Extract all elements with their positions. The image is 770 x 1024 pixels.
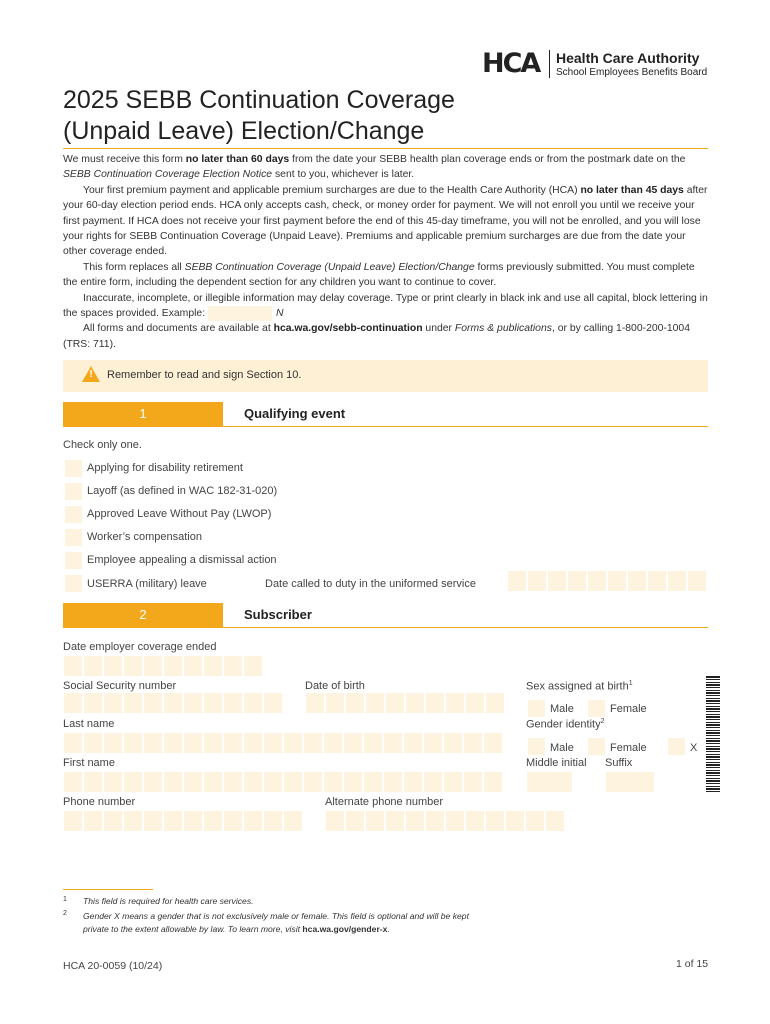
character-box[interactable] bbox=[484, 772, 502, 792]
character-box[interactable] bbox=[64, 733, 82, 753]
character-box[interactable] bbox=[64, 693, 82, 713]
character-box[interactable] bbox=[406, 811, 424, 831]
character-box[interactable] bbox=[184, 733, 202, 753]
character-box[interactable] bbox=[668, 571, 686, 591]
character-box[interactable] bbox=[568, 571, 586, 591]
org-subtitle: School Employees Benefits Board bbox=[556, 67, 708, 78]
footnote-ref-1: 1 bbox=[628, 680, 633, 687]
checkbox-workers-comp[interactable] bbox=[65, 529, 82, 546]
footnote-ref-2: 2 bbox=[600, 718, 605, 725]
footnote-rule bbox=[63, 889, 153, 890]
section-2-number: 2 bbox=[63, 603, 223, 627]
character-box[interactable] bbox=[144, 733, 162, 753]
hca-logo-mark: HCA bbox=[482, 48, 540, 79]
form-name: SEBB Continuation Coverage (Unpaid Leave) Election/Change bbox=[184, 261, 475, 273]
character-box[interactable] bbox=[588, 571, 606, 591]
character-box[interactable] bbox=[424, 772, 442, 792]
text: under bbox=[422, 323, 455, 335]
character-box[interactable] bbox=[104, 656, 122, 676]
intro-paragraph-1 bbox=[63, 152, 709, 183]
deadline-45: no later than 45 days bbox=[580, 184, 684, 196]
checkbox-layoff[interactable] bbox=[65, 483, 82, 500]
title-rule bbox=[63, 148, 708, 149]
character-box[interactable] bbox=[264, 693, 282, 713]
date-ended-field[interactable] bbox=[64, 656, 262, 676]
character-box[interactable] bbox=[124, 772, 142, 792]
character-box[interactable] bbox=[124, 656, 142, 676]
checkbox-lwop[interactable] bbox=[65, 506, 82, 523]
character-box[interactable] bbox=[346, 811, 364, 831]
character-box[interactable] bbox=[404, 733, 422, 753]
character-box[interactable] bbox=[84, 772, 102, 792]
character-box[interactable] bbox=[264, 733, 282, 753]
middle-initial-label: Middle initial bbox=[526, 757, 587, 769]
character-box[interactable] bbox=[484, 733, 502, 753]
text: after your 60-day election period ends. HCA only accepts cash, check, or money order for payment. We will not enroll you until we receive your first payment. If HCA does not receive your first payment before the end of this 45-day timeframe, you will not be enrolled, and you will lose your rights for SEBB Continuation Coverage (Unpaid Leave). Premiums and applicable premium surcharges are due from the date your other coverage ended. bbox=[63, 184, 708, 258]
character-box[interactable] bbox=[386, 693, 404, 713]
character-box[interactable] bbox=[444, 733, 462, 753]
checkbox-dismissal-appeal[interactable] bbox=[65, 552, 82, 569]
sex-female-checkbox[interactable] bbox=[588, 700, 605, 717]
page-title bbox=[63, 85, 623, 147]
gender-male-checkbox[interactable] bbox=[528, 738, 545, 755]
character-box[interactable] bbox=[688, 571, 706, 591]
character-box[interactable] bbox=[648, 571, 666, 591]
first-name-label: First name bbox=[63, 757, 115, 769]
character-box[interactable] bbox=[64, 772, 82, 792]
text: sent to you, whichever is later. bbox=[272, 169, 415, 181]
character-box[interactable] bbox=[64, 811, 82, 831]
footnote-1-text: This field is required for health care services. bbox=[83, 896, 254, 906]
character-box[interactable] bbox=[384, 772, 402, 792]
character-box[interactable] bbox=[344, 772, 362, 792]
character-box[interactable] bbox=[144, 693, 162, 713]
character-box[interactable] bbox=[426, 693, 444, 713]
reminder-text: Remember to read and sign Section 10. bbox=[107, 369, 302, 381]
form-id: HCA 20-0059 (10/24) bbox=[63, 960, 163, 972]
character-box[interactable] bbox=[144, 811, 162, 831]
text: , or by calling 1-800-200-1004 (TRS: 711). bbox=[63, 323, 690, 350]
gender-x-link[interactable]: hca.wa.gov/gender-x bbox=[302, 923, 388, 934]
character-box[interactable] bbox=[144, 656, 162, 676]
character-box[interactable] bbox=[466, 693, 484, 713]
character-box[interactable] bbox=[244, 733, 262, 753]
character-box[interactable] bbox=[184, 811, 202, 831]
character-box[interactable] bbox=[264, 811, 282, 831]
character-box[interactable] bbox=[344, 733, 362, 753]
footnote-2-number: 2 bbox=[63, 910, 67, 917]
continuation-link[interactable]: hca.wa.gov/sebb-continuation bbox=[273, 323, 423, 335]
character-box[interactable] bbox=[144, 772, 162, 792]
option-label: Layoff (as defined in WAC 182-31-020) bbox=[87, 485, 278, 497]
character-box[interactable] bbox=[104, 733, 122, 753]
suffix-label: Suffix bbox=[605, 757, 633, 769]
character-box[interactable] bbox=[628, 571, 646, 591]
sex-female-label: Female bbox=[610, 703, 647, 715]
section-2-rule bbox=[63, 627, 708, 628]
example-letter bbox=[224, 306, 240, 321]
character-box[interactable] bbox=[366, 693, 384, 713]
character-box[interactable] bbox=[124, 733, 142, 753]
checkbox-userra[interactable] bbox=[65, 575, 82, 592]
example-letter bbox=[208, 306, 224, 321]
character-box[interactable] bbox=[104, 693, 122, 713]
character-box[interactable] bbox=[164, 772, 182, 792]
character-box[interactable] bbox=[326, 693, 344, 713]
character-box[interactable] bbox=[244, 693, 262, 713]
character-box[interactable] bbox=[404, 772, 422, 792]
character-box[interactable] bbox=[104, 811, 122, 831]
last-name-field[interactable] bbox=[64, 733, 502, 753]
footnote-2-text bbox=[83, 910, 493, 935]
character-box[interactable] bbox=[284, 733, 302, 753]
character-box[interactable] bbox=[526, 811, 544, 831]
character-box[interactable] bbox=[446, 693, 464, 713]
title-line-1: 2025 SEBB Continuation Coverage bbox=[63, 86, 455, 114]
option-label: Worker’s compensation bbox=[87, 531, 202, 543]
sex-male-checkbox[interactable] bbox=[528, 700, 545, 717]
text: . bbox=[387, 923, 390, 934]
character-box[interactable] bbox=[244, 772, 262, 792]
character-box[interactable] bbox=[244, 656, 262, 676]
text: Inaccurate, incomplete, or illegible information may delay coverage. Type or print clearly in black ink and use all capital, block lettering in the spaces provided. Example: bbox=[63, 292, 708, 320]
gender-x-label: X bbox=[690, 742, 698, 754]
character-box[interactable] bbox=[346, 693, 364, 713]
character-box[interactable] bbox=[224, 811, 242, 831]
character-box[interactable] bbox=[486, 811, 504, 831]
character-box[interactable] bbox=[164, 656, 182, 676]
character-box[interactable] bbox=[224, 733, 242, 753]
character-box[interactable] bbox=[204, 772, 222, 792]
sex-label-text: Sex assigned at birth bbox=[526, 680, 629, 693]
text: Your first premium payment and applicable premium surcharges are due to the Health Care Authority (HCA) bbox=[83, 184, 581, 196]
character-box[interactable] bbox=[466, 811, 484, 831]
checkbox-disability-retirement[interactable] bbox=[65, 460, 82, 477]
gender-female-label: Female bbox=[610, 742, 647, 754]
character-box[interactable] bbox=[184, 693, 202, 713]
example-lettering bbox=[208, 308, 286, 320]
character-box[interactable] bbox=[204, 733, 222, 753]
character-box[interactable] bbox=[304, 733, 322, 753]
middle-initial-field[interactable] bbox=[527, 772, 572, 792]
character-box[interactable] bbox=[326, 811, 344, 831]
phone-field[interactable] bbox=[64, 811, 302, 831]
character-box[interactable] bbox=[104, 772, 122, 792]
gender-male-label: Male bbox=[550, 742, 574, 754]
character-box[interactable] bbox=[444, 772, 462, 792]
forms-publications: Forms & publications bbox=[454, 323, 552, 335]
warning-icon-glyph: ! bbox=[89, 369, 93, 380]
character-box[interactable] bbox=[366, 811, 384, 831]
gender-female-checkbox[interactable] bbox=[588, 738, 605, 755]
ssn-field[interactable] bbox=[64, 693, 282, 713]
character-box[interactable] bbox=[386, 811, 404, 831]
duty-date-field[interactable] bbox=[508, 571, 706, 591]
intro-paragraph-5 bbox=[63, 321, 709, 352]
character-box[interactable] bbox=[406, 693, 424, 713]
character-box[interactable] bbox=[306, 693, 324, 713]
notice-name: SEBB Continuation Coverage Election Notice bbox=[63, 169, 273, 181]
footnote-1-number: 1 bbox=[63, 896, 67, 903]
alt-phone-label: Alternate phone number bbox=[325, 796, 444, 808]
first-name-field[interactable] bbox=[64, 772, 502, 792]
logo-divider bbox=[549, 50, 550, 78]
gender-x-checkbox[interactable] bbox=[668, 738, 685, 755]
barcode bbox=[706, 676, 720, 792]
text: from the date your SEBB health plan coverage ends or from the postmark date on the bbox=[289, 154, 686, 165]
character-box[interactable] bbox=[84, 733, 102, 753]
character-box[interactable] bbox=[224, 656, 242, 676]
character-box[interactable] bbox=[324, 772, 342, 792]
suffix-field[interactable] bbox=[606, 772, 654, 792]
character-box[interactable] bbox=[64, 656, 82, 676]
section-1-title: Qualifying event bbox=[244, 406, 346, 421]
alt-phone-field[interactable] bbox=[326, 811, 564, 831]
example-letter: N bbox=[256, 306, 272, 321]
sex-male-label: Male bbox=[550, 703, 574, 715]
intro-paragraph-3 bbox=[63, 260, 709, 291]
intro-text bbox=[63, 152, 709, 352]
character-box[interactable] bbox=[124, 811, 142, 831]
text: forms previously submitted. You must complete the entire form, including the dependent section for any children you want to continue to cover. bbox=[63, 261, 695, 289]
character-box[interactable] bbox=[244, 811, 262, 831]
character-box[interactable] bbox=[364, 772, 382, 792]
character-box[interactable] bbox=[546, 811, 564, 831]
text: We must receive this form bbox=[63, 154, 186, 165]
text: All forms and documents are available at bbox=[83, 323, 274, 335]
dob-label: Date of birth bbox=[305, 680, 365, 692]
character-box[interactable] bbox=[446, 811, 464, 831]
character-box[interactable] bbox=[364, 733, 382, 753]
character-box[interactable] bbox=[424, 733, 442, 753]
character-box[interactable] bbox=[184, 772, 202, 792]
intro-paragraph-2 bbox=[63, 183, 709, 260]
character-box[interactable] bbox=[184, 656, 202, 676]
dob-field[interactable] bbox=[306, 693, 504, 713]
character-box[interactable] bbox=[548, 571, 566, 591]
check-instruction: Check only one. bbox=[63, 439, 142, 451]
option-label: Approved Leave Without Pay (LWOP) bbox=[87, 508, 272, 520]
character-box[interactable] bbox=[204, 693, 222, 713]
character-box[interactable] bbox=[84, 811, 102, 831]
last-name-label: Last name bbox=[63, 718, 115, 730]
character-box[interactable] bbox=[204, 811, 222, 831]
intro-paragraph-4 bbox=[63, 291, 709, 322]
ssn-label: Social Security number bbox=[63, 680, 177, 692]
duty-date-label: Date called to duty in the uniformed service bbox=[265, 578, 476, 590]
date-ended-label: Date employer coverage ended bbox=[63, 641, 217, 653]
phone-label: Phone number bbox=[63, 796, 136, 808]
org-name: Health Care Authority bbox=[556, 50, 700, 66]
character-box[interactable] bbox=[426, 811, 444, 831]
character-box[interactable] bbox=[464, 772, 482, 792]
page-number: 1 of 15 bbox=[676, 958, 709, 970]
character-box[interactable] bbox=[506, 811, 524, 831]
character-box[interactable] bbox=[164, 733, 182, 753]
character-box[interactable] bbox=[164, 811, 182, 831]
character-box[interactable] bbox=[224, 772, 242, 792]
option-label: USERRA (military) leave bbox=[87, 578, 207, 590]
character-box[interactable] bbox=[84, 656, 102, 676]
character-box[interactable] bbox=[284, 772, 302, 792]
character-box[interactable] bbox=[204, 656, 222, 676]
character-box[interactable] bbox=[324, 733, 342, 753]
character-box[interactable] bbox=[124, 693, 142, 713]
character-box[interactable] bbox=[164, 693, 182, 713]
example-letter bbox=[240, 306, 256, 321]
section-1-number: 1 bbox=[63, 402, 223, 426]
option-label: Employee appealing a dismissal action bbox=[87, 554, 277, 566]
character-box[interactable] bbox=[384, 733, 402, 753]
character-box[interactable] bbox=[486, 693, 504, 713]
character-box[interactable] bbox=[508, 571, 526, 591]
character-box[interactable] bbox=[224, 693, 242, 713]
sex-label bbox=[526, 680, 633, 693]
gender-label-text: Gender identity bbox=[526, 718, 601, 731]
section-2-title: Subscriber bbox=[244, 607, 312, 622]
character-box[interactable] bbox=[84, 693, 102, 713]
character-box[interactable] bbox=[528, 571, 546, 591]
character-box[interactable] bbox=[608, 571, 626, 591]
title-line-2: (Unpaid Leave) Election/Change bbox=[63, 117, 425, 145]
character-box[interactable] bbox=[284, 811, 302, 831]
deadline-60: no later than 60 days bbox=[185, 154, 290, 165]
character-box[interactable] bbox=[304, 772, 322, 792]
option-label: Applying for disability retirement bbox=[87, 462, 243, 474]
character-box[interactable] bbox=[464, 733, 482, 753]
gender-label bbox=[526, 718, 605, 731]
text: Gender X means a gender that is not exclusively male or female. This field is optional and will be kept private to the extent allowable by law. To learn more, visit bbox=[83, 911, 469, 934]
section-1-rule bbox=[63, 426, 708, 427]
character-box[interactable] bbox=[264, 772, 282, 792]
text: This form replaces all bbox=[83, 261, 185, 273]
